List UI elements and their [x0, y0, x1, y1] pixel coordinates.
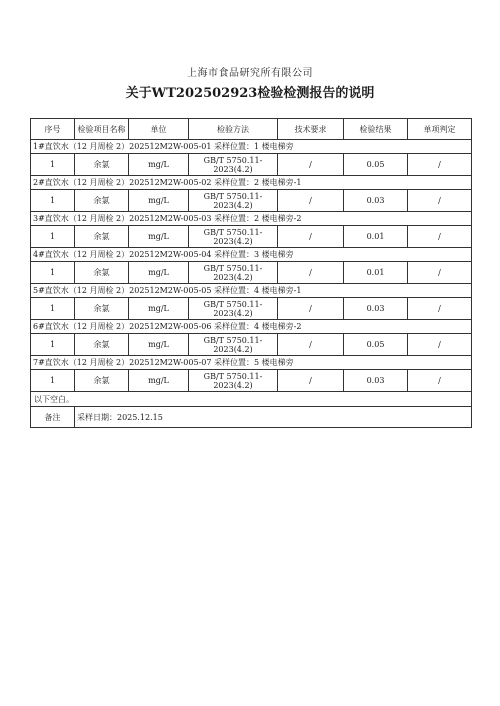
cell-judgement: /	[408, 370, 472, 392]
cell-seq: 1	[31, 190, 75, 212]
cell-item: 余氯	[75, 190, 129, 212]
organization-name: 上海市食品研究所有限公司	[187, 68, 313, 79]
sample-group-row	[31, 320, 472, 334]
method-line-1: GB/T 5750.11-	[203, 371, 263, 381]
cell-method	[189, 298, 278, 320]
cell-item: 余氯	[75, 298, 129, 320]
cell-result: 0.01	[344, 226, 408, 248]
sample-label: 3#直饮水（12 月周检 2）202512M2W-005-03 采样位置：2 楼电梯旁-2	[31, 212, 472, 226]
results-table	[30, 118, 472, 428]
document-title: 关于WT202502923检验检测报告的说明	[125, 86, 375, 101]
cell-method	[189, 370, 278, 392]
cell-result: 0.05	[344, 334, 408, 356]
cell-judgement: /	[408, 298, 472, 320]
cell-seq: 1	[31, 298, 75, 320]
cell-unit: mg/L	[129, 334, 189, 356]
cell-requirement: /	[278, 298, 344, 320]
data-row	[31, 190, 472, 212]
header-seq: 序号	[31, 119, 75, 140]
method-line-1: GB/T 5750.11-	[203, 335, 263, 345]
cell-result: 0.05	[344, 154, 408, 176]
cell-seq: 1	[31, 334, 75, 356]
cell-method	[189, 154, 278, 176]
cell-unit: mg/L	[129, 190, 189, 212]
cell-requirement: /	[278, 226, 344, 248]
header-requirement: 技术要求	[278, 119, 344, 140]
method-line-1: GB/T 5750.11-	[203, 227, 263, 237]
header-unit: 单位	[129, 119, 189, 140]
cell-item: 余氯	[75, 154, 129, 176]
cell-item: 余氯	[75, 370, 129, 392]
sample-group-row	[31, 212, 472, 226]
method-line-1: GB/T 5750.11-	[203, 263, 263, 273]
cell-result: 0.03	[344, 298, 408, 320]
remarks-row	[31, 407, 472, 428]
cell-seq: 1	[31, 262, 75, 284]
remarks-value: 采样日期：2025.12.15	[75, 407, 472, 428]
method-line-2: 2023(4.2)	[213, 164, 253, 174]
cell-unit: mg/L	[129, 262, 189, 284]
cell-seq: 1	[31, 226, 75, 248]
method-line-2: 2023(4.2)	[213, 236, 253, 246]
cell-requirement: /	[278, 154, 344, 176]
sample-label: 1#直饮水（12 月周检 2）202512M2W-005-01 采样位置：1 楼电梯旁	[31, 140, 472, 154]
cell-method	[189, 190, 278, 212]
cell-unit: mg/L	[129, 370, 189, 392]
cell-seq: 1	[31, 370, 75, 392]
cell-result: 0.03	[344, 190, 408, 212]
cell-judgement: /	[408, 190, 472, 212]
remarks-label: 备注	[31, 407, 75, 428]
data-row	[31, 154, 472, 176]
cell-method	[189, 334, 278, 356]
header-judgement: 单项判定	[408, 119, 472, 140]
sample-group-row	[31, 176, 472, 190]
sample-label: 7#直饮水（12 月周检 2）202512M2W-005-07 采样位置：5 楼电梯旁	[31, 356, 472, 370]
data-row	[31, 226, 472, 248]
data-row	[31, 262, 472, 284]
cell-judgement: /	[408, 262, 472, 284]
sample-group-row	[31, 140, 472, 154]
sample-label: 2#直饮水（12 月周检 2）202512M2W-005-02 采样位置：2 楼电梯旁-1	[31, 176, 472, 190]
data-row	[31, 370, 472, 392]
cell-judgement: /	[408, 226, 472, 248]
cell-method	[189, 262, 278, 284]
cell-unit: mg/L	[129, 154, 189, 176]
cell-item: 余氯	[75, 262, 129, 284]
cell-unit: mg/L	[129, 298, 189, 320]
header-method: 检验方法	[189, 119, 278, 140]
cell-unit: mg/L	[129, 226, 189, 248]
cell-requirement: /	[278, 370, 344, 392]
method-line-1: GB/T 5750.11-	[203, 191, 263, 201]
blank-note-row	[31, 392, 472, 407]
method-line-1: GB/T 5750.11-	[203, 155, 263, 165]
method-line-2: 2023(4.2)	[213, 380, 253, 390]
data-row	[31, 298, 472, 320]
cell-method	[189, 226, 278, 248]
sample-label: 5#直饮水（12 月周检 2）202512M2W-005-05 采样位置：4 楼电梯旁-1	[31, 284, 472, 298]
sample-group-row	[31, 356, 472, 370]
blank-note: 以下空白。	[31, 392, 472, 407]
results-table-body	[31, 119, 472, 428]
sample-group-row	[31, 284, 472, 298]
cell-result: 0.01	[344, 262, 408, 284]
cell-seq: 1	[31, 154, 75, 176]
method-line-2: 2023(4.2)	[213, 272, 253, 282]
sample-group-row	[31, 248, 472, 262]
cell-requirement: /	[278, 334, 344, 356]
cell-judgement: /	[408, 154, 472, 176]
cell-requirement: /	[278, 190, 344, 212]
header-result: 检验结果	[344, 119, 408, 140]
table-header-row	[31, 119, 472, 140]
cell-requirement: /	[278, 262, 344, 284]
method-line-2: 2023(4.2)	[213, 200, 253, 210]
method-line-2: 2023(4.2)	[213, 344, 253, 354]
cell-judgement: /	[408, 334, 472, 356]
header-item-name: 检验项目名称	[75, 119, 129, 140]
cell-item: 余氯	[75, 334, 129, 356]
method-line-1: GB/T 5750.11-	[203, 299, 263, 309]
method-line-2: 2023(4.2)	[213, 308, 253, 318]
cell-result: 0.03	[344, 370, 408, 392]
sample-label: 4#直饮水（12 月周检 2）202512M2W-005-04 采样位置：3 楼电梯旁	[31, 248, 472, 262]
sample-label: 6#直饮水（12 月周检 2）202512M2W-005-06 采样位置：4 楼电梯旁-2	[31, 320, 472, 334]
data-row	[31, 334, 472, 356]
cell-item: 余氯	[75, 226, 129, 248]
